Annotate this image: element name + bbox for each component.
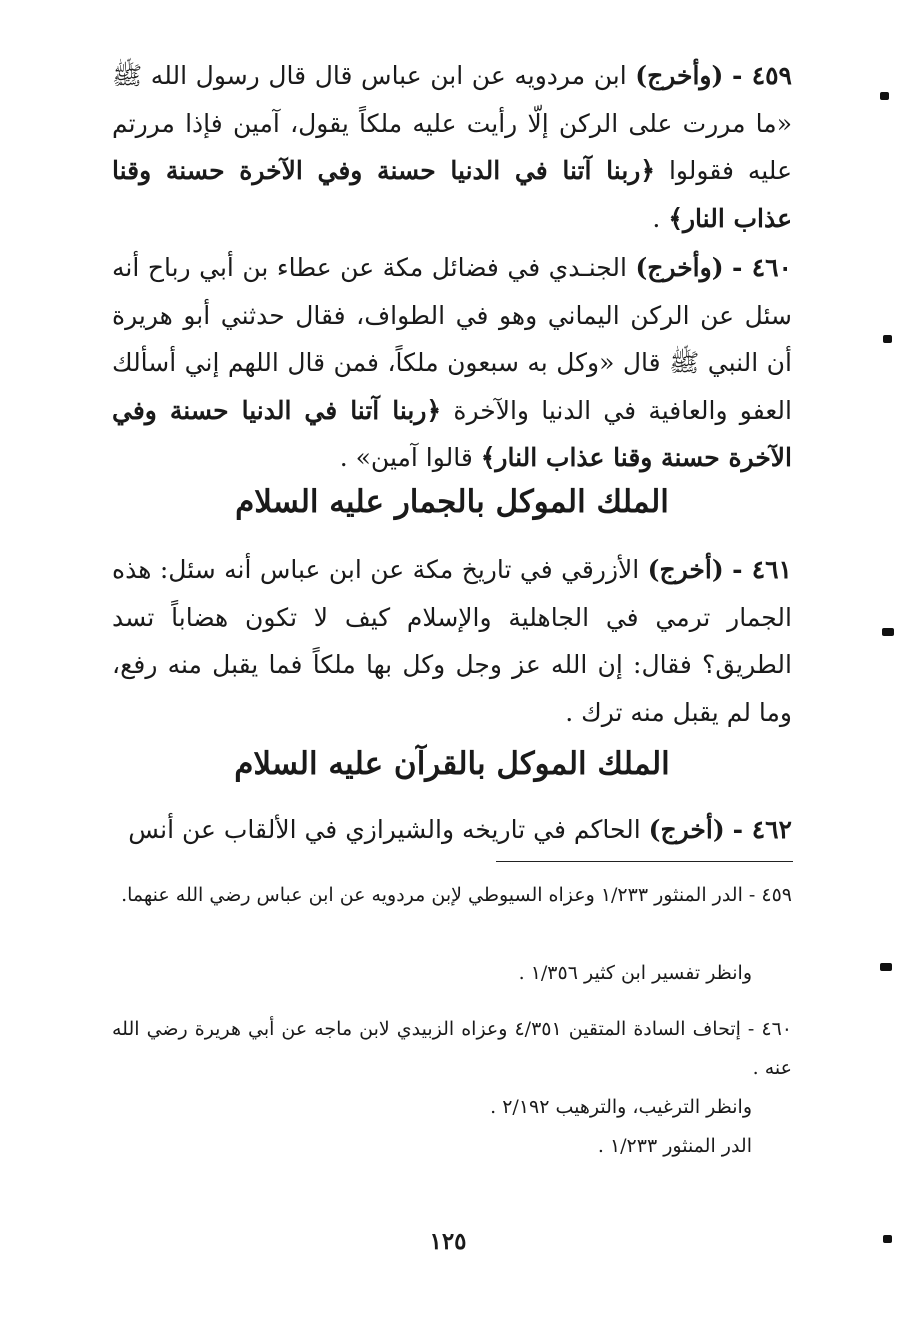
margin-mark — [880, 963, 892, 971]
entry-number: ٤٥٩ - — [731, 61, 792, 90]
entry-number: ٤٦٢ - — [732, 815, 792, 844]
entry-text: ابن مردويه عن ابن عباس قال قال رسول الله ﷺ «ما مررت على الركن إلّا رأيت عليه ملكاً يقول، آمين فإذا مررتم عليه فقولوا — [112, 61, 792, 185]
page-number: ١٢٥ — [429, 1228, 467, 1255]
section-heading: الملك الموكل بالجمار عليه السلام — [235, 484, 669, 520]
entry-lead: (أخرج) — [647, 555, 724, 584]
footnote-459-ref: وانظر تفسير ابن كثير ١/٣٥٦ . — [518, 962, 752, 984]
footnote-divider — [496, 861, 793, 862]
entry-tail: . — [652, 203, 661, 233]
paragraph-461 — [112, 546, 792, 736]
paragraph-459 — [112, 52, 792, 242]
section-heading: الملك الموكل بالقرآن عليه السلام — [234, 746, 670, 782]
margin-mark — [883, 1235, 892, 1243]
quran-quote: ﴿ربنا آتنا في الدنيا حسنة وفي الآخرة حسنة وقنا عذاب النار﴾ — [112, 156, 792, 233]
entry-lead: (أخرج) — [648, 815, 725, 844]
entry-tail: قالوا آمين» . — [339, 443, 473, 472]
footnote-460-ref-2: الدر المنثور ١/٢٣٣ . — [597, 1135, 752, 1157]
margin-mark — [883, 335, 892, 343]
footnote-459: ٤٥٩ - الدر المنثور ١/٢٣٣ وعزاه السيوطي لإبن مردويه عن ابن عباس رضي الله عنهما. — [121, 884, 792, 906]
entry-text: الجنـدي في فضائل مكة عن عطاء بن أبي رباح أنه سئل عن الركن اليماني وهو في الطواف، فقال حدثني أبو هريرة أن النبي ﷺ قال «وكل به سبعون ملكاً، فمن قال اللهم إني أسألك العفو والعافية في الدنيا والآخرة — [112, 253, 792, 425]
entry-lead: (وأخرج) — [635, 253, 724, 282]
entry-number: ٤٦١ - — [732, 555, 792, 584]
footnote-460: ٤٦٠ - إتحاف السادة المتقين ٤/٣٥١ وعزاه الزبيدي لابن ماجه عن أبي هريرة رضي الله عنه . — [112, 1018, 792, 1079]
quran-quote: ﴿ربنا آتنا في الدنيا حسنة وفي الآخرة حسنة وقنا عذاب النار﴾ — [112, 395, 792, 472]
entry-lead: (وأخرج) — [635, 61, 724, 90]
paragraph-460 — [112, 244, 792, 482]
paragraph-462 — [112, 806, 792, 854]
margin-mark — [880, 92, 889, 100]
footnote-460-ref-1: وانظر الترغيب، والترهيب ٢/١٩٢ . — [490, 1096, 752, 1118]
entry-number: ٤٦٠ - — [732, 253, 792, 282]
margin-mark — [882, 628, 894, 636]
entry-text: الحاكم في تاريخه والشيرازي في الألقاب عن أنس — [128, 815, 641, 844]
entry-text: الأزرقي في تاريخ مكة عن ابن عباس أنه سئل: هذه الجمار ترمي في الجاهلية والإسلام كيف لا تكون هضاباً تسد الطريق؟ فقال: إن الله عز وجل وكل بها ملكاً فما يقبل منه رفع، وما لم يقبل منه ترك . — [112, 555, 792, 727]
